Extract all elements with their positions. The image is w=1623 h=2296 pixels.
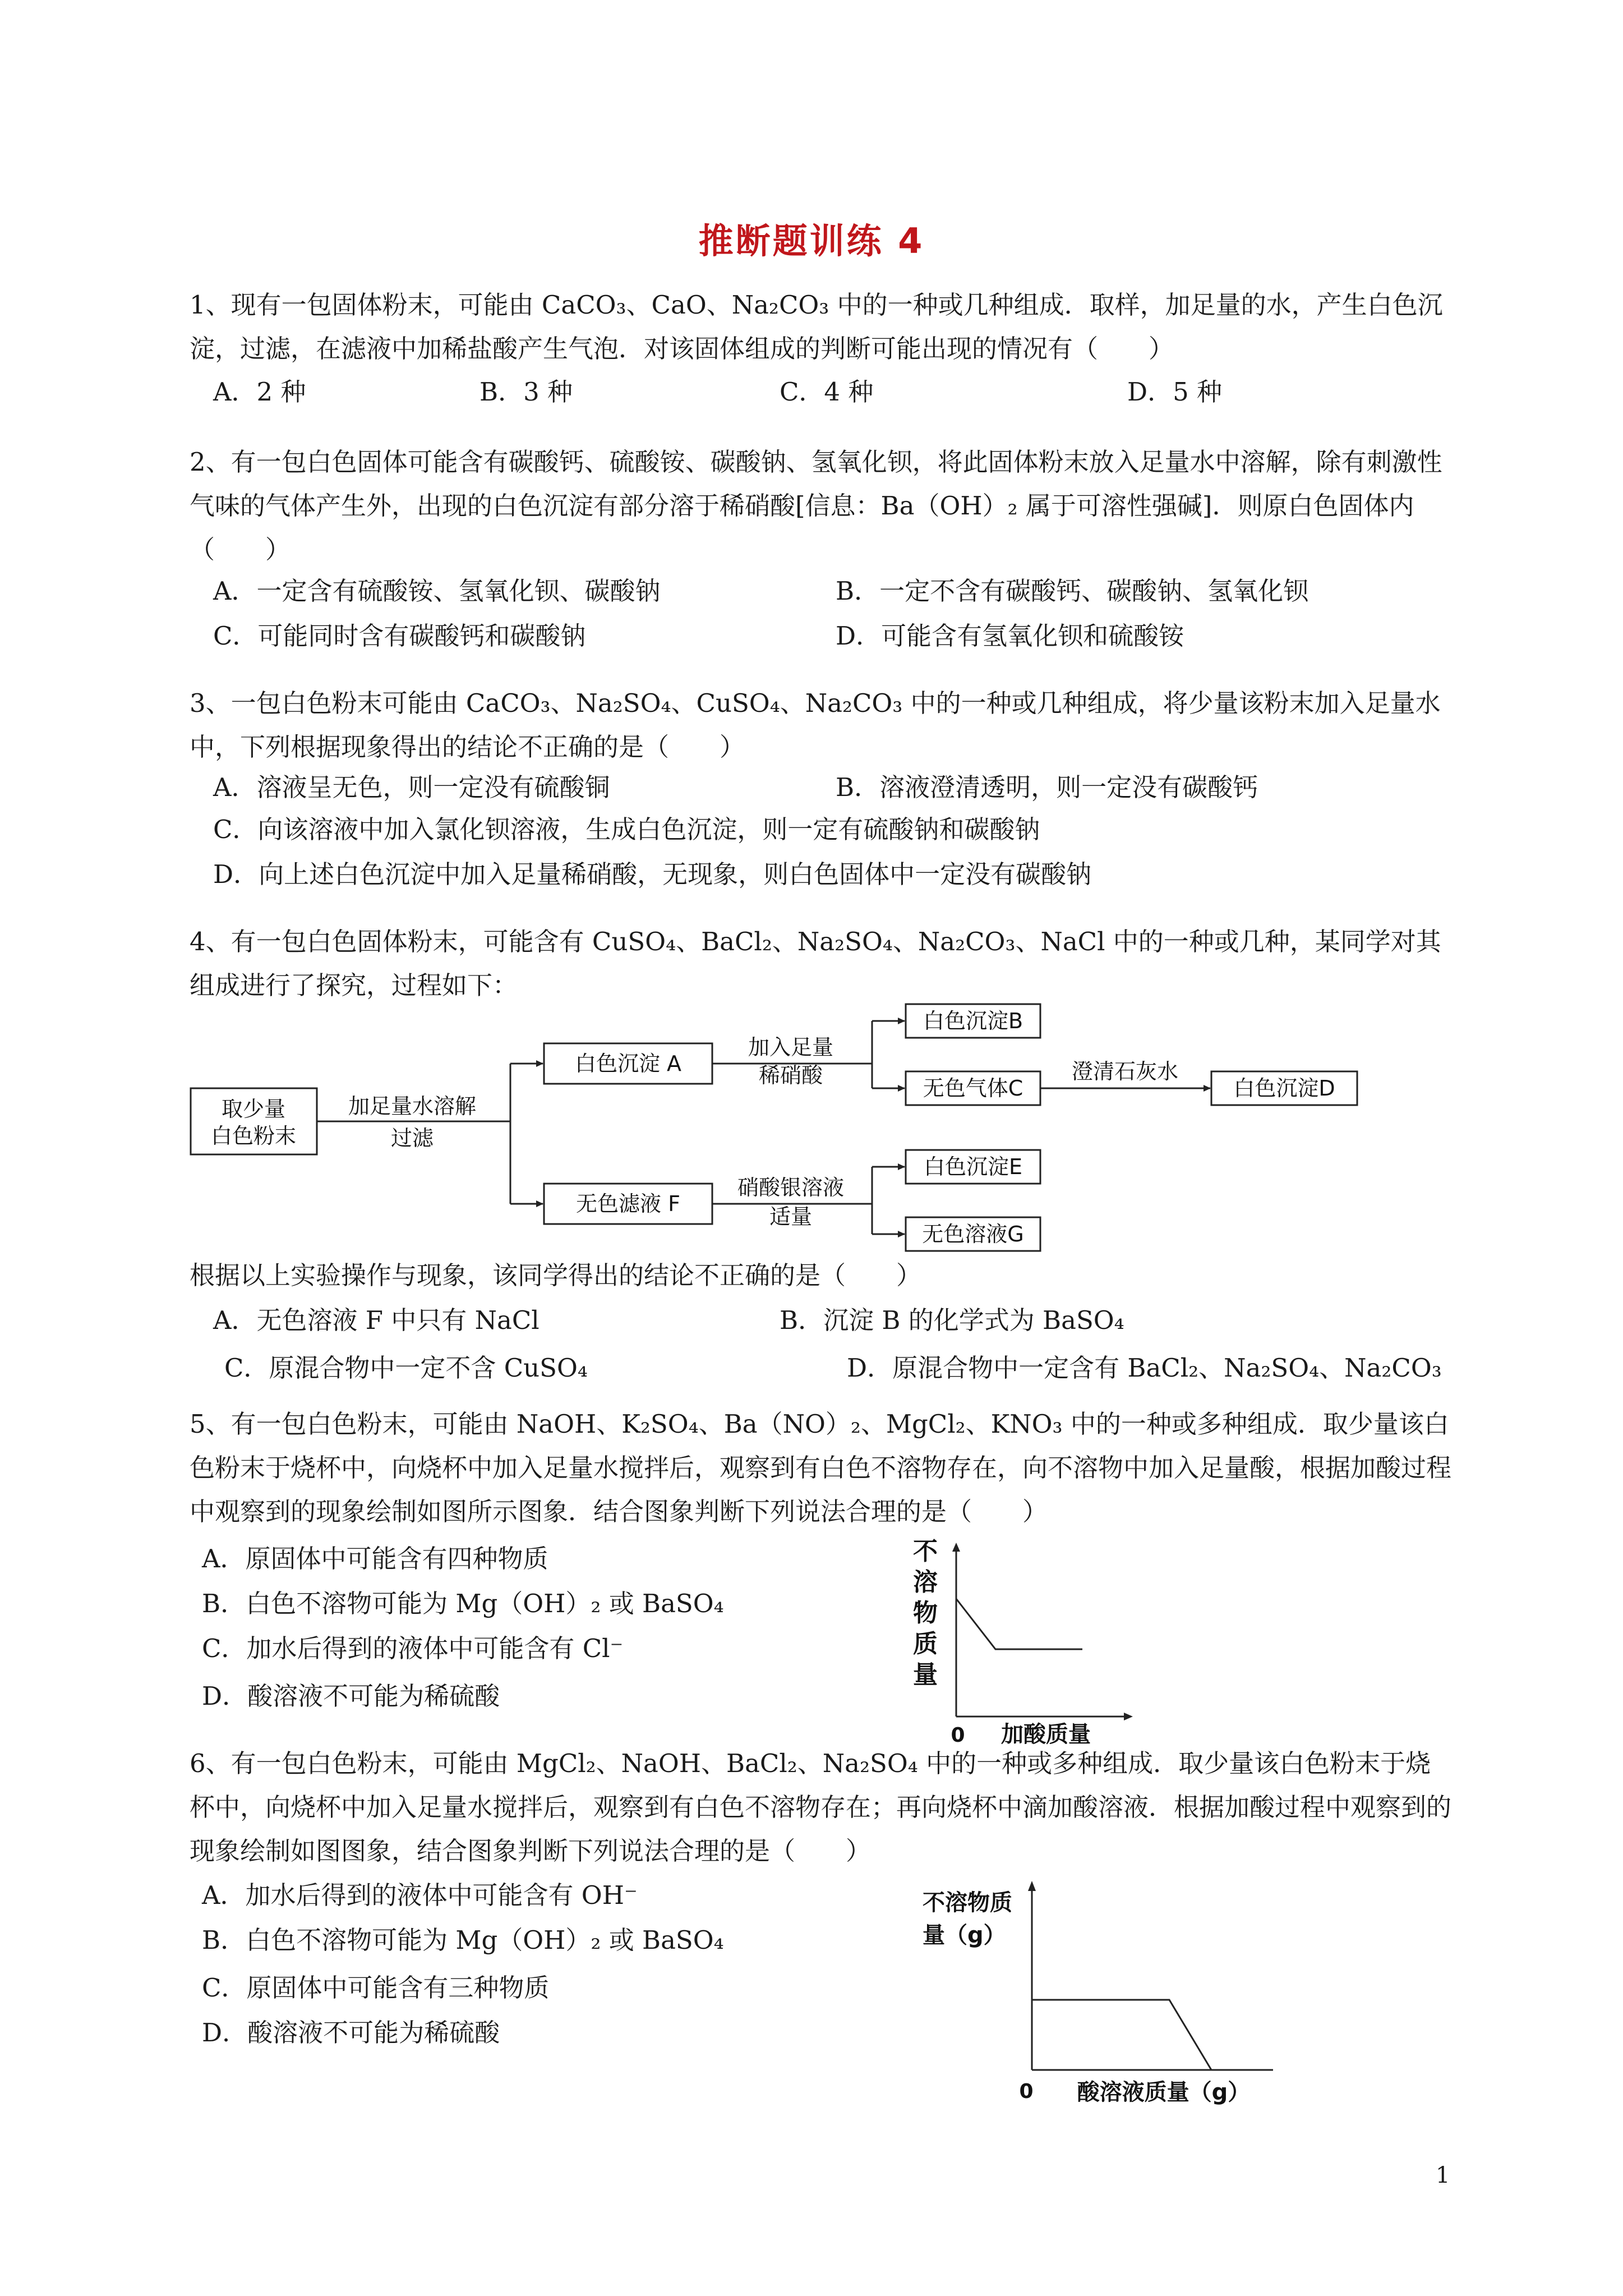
q6-graph: [920, 1876, 1290, 2106]
flow-precip-b: 白色沉淀B: [923, 1009, 1023, 1033]
question-4-stem: 4、有一包白色固体粉末，可能含有 CuSO₄、BaCl₂、Na₂SO₄、Na₂CO₃、NaCl 中的一种或几种，某同学对其组成进行了探究，过程如下：: [190, 927, 1441, 1000]
flow-precip-e: 白色沉淀E: [923, 1154, 1023, 1179]
q6-option-b: B．白色不溶物可能为 Mg（OH）₂ 或 BaSO₄: [202, 1925, 724, 1955]
q5-option-a: A．原固体中可能含有四种物质: [202, 1544, 548, 1573]
page-title: 推断题训练 4: [698, 220, 925, 261]
q6-ylabel-1: 不溶物质: [923, 1890, 1012, 1916]
flow-lime-label: 澄清石灰水: [1071, 1059, 1179, 1084]
q5-ylabel-4: 质: [913, 1630, 938, 1658]
q6-origin: 0: [1019, 2080, 1034, 2103]
q4-flowchart: [185, 999, 1396, 1268]
flow-precip-a: 白色沉淀 A: [574, 1051, 682, 1076]
q2-option-c: C．可能同时含有碳酸钙和碳酸钠: [213, 621, 586, 651]
question-2-stem: 2、有一包白色固体可能含有碳酸钙、硫酸铵、碳酸钠、氢氧化钡，将此固体粉末放入足量水中溶解，除有刺激性气味的气体产生外，出现的白色沉淀有部分溶于稀硝酸[信息：Ba（OH）₂ 属于可溶性强碱]．则原白色固体内（ ）: [190, 447, 1442, 564]
q2-option-a: A．一定含有硫酸铵、氢氧化钡、碳酸钠: [213, 576, 661, 606]
q5-ylabel-5: 量: [913, 1660, 938, 1689]
question-5-stem: 5、有一包白色粉末，可能由 NaOH、K₂SO₄、Ba（NO）₂、MgCl₂、KNO₃ 中的一种或多种组成．取少量该白色粉末于烧杯中，向烧杯中加入足量水搅拌后，观察到有白色不溶物存在，向不溶物中加入足量酸，根据加酸过程中观察到的现象绘制如图所示图象．结合图象判断下列说法合理的是（ ）: [190, 1409, 1452, 1526]
flow-step1-sublabel: 过滤: [390, 1126, 434, 1151]
q3-option-d: D．向上述白色沉淀中加入足量稀硝酸，无现象，则白色固体中一定没有碳酸钠: [213, 859, 1092, 889]
q5-graph: [903, 1537, 1138, 1750]
q6-ylabel-2: 量（g）: [923, 1922, 1006, 1948]
flow-solution-g: 无色溶液G: [922, 1222, 1024, 1246]
flow-start-line2: 白色粉末: [210, 1124, 297, 1148]
q5-option-d: D．酸溶液不可能为稀硫酸: [202, 1681, 500, 1711]
flow-step1-label: 加足量水溶解: [348, 1094, 477, 1119]
q4-option-a: A．无色溶液 F 中只有 NaCl: [213, 1305, 540, 1335]
flow-silver-label: 硝酸银溶液: [737, 1175, 845, 1200]
q6-option-d: D．酸溶液不可能为稀硫酸: [202, 2018, 500, 2047]
q4-question: 根据以上实验操作与现象，该同学得出的结论不正确的是（ ）: [190, 1260, 922, 1290]
question-3-stem: 3、一包白色粉末可能由 CaCO₃、Na₂SO₄、CuSO₄、Na₂CO₃ 中的一种或几种组成，将少量该粉末加入足量水中，下列根据现象得出的结论不正确的是（ ）: [190, 688, 1441, 762]
q4-option-c: C．原混合物中一定不含 CuSO₄: [224, 1353, 588, 1383]
q5-xlabel: 加酸质量: [1001, 1722, 1091, 1747]
question-6-stem: 6、有一包白色粉末，可能由 MgCl₂、NaOH、BaCl₂、Na₂SO₄ 中的一种或多种组成．取少量该白色粉末于烧杯中，向烧杯中加入足量水搅拌后，观察到有白色不溶物存在；再向烧杯中滴加酸溶液．根据加酸过程中观察到的现象绘制如图图象，结合图象判断下列说法合理的是（ ）: [190, 1749, 1452, 1866]
q6-xlabel: 酸溶液质量（g）: [1077, 2079, 1251, 2105]
q3-option-b: B．溶液澄清透明，则一定没有碳酸钙: [836, 772, 1258, 802]
q2-option-d: D．可能含有氢氧化钡和硫酸铵: [836, 621, 1184, 651]
q1-option-d: D．5 种: [1127, 377, 1223, 407]
q5-option-b: B．白色不溶物可能为 Mg（OH）₂ 或 BaSO₄: [202, 1589, 724, 1618]
flow-filtrate-f: 无色滤液 F: [576, 1191, 680, 1216]
q2-option-b: B．一定不含有碳酸钙、碳酸钠、氢氧化钡: [836, 576, 1309, 606]
flow-start-line1: 取少量: [221, 1097, 286, 1121]
q3-option-c: C．向该溶液中加入氯化钡溶液，生成白色沉淀，则一定有硫酸钠和碳酸钠: [213, 815, 1040, 844]
q5-ylabel-2: 溶: [913, 1568, 938, 1596]
q5-option-c: C．加水后得到的液体中可能含有 Cl⁻: [202, 1634, 624, 1663]
q5-origin: 0: [951, 1724, 965, 1747]
q3-option-a: A．溶液呈无色，则一定没有硫酸铜: [213, 772, 610, 802]
q5-ylabel-1: 不: [913, 1537, 938, 1566]
q1-option-a: A．2 种: [213, 377, 306, 407]
flow-acid-sublabel: 稀硝酸: [758, 1063, 823, 1088]
q4-option-d: D．原混合物中一定含有 BaCl₂、Na₂SO₄、Na₂CO₃: [847, 1353, 1442, 1383]
page-number: 1: [1436, 2162, 1450, 2188]
flow-silver-sublabel: 适量: [769, 1204, 813, 1229]
q6-option-c: C．原固体中可能含有三种物质: [202, 1973, 550, 2003]
q5-ylabel-3: 物: [913, 1599, 938, 1627]
flow-precip-d: 白色沉淀D: [1233, 1076, 1335, 1101]
flow-gas-c: 无色气体C: [923, 1076, 1023, 1101]
q1-option-c: C．4 种: [780, 377, 874, 407]
flow-acid-label: 加入足量: [748, 1035, 834, 1060]
question-1-stem: 1、现有一包固体粉末，可能由 CaCO₃、CaO、Na₂CO₃ 中的一种或几种组成．取样，加足量的水，产生白色沉淀，过滤，在滤液中加稀盐酸产生气泡．对该固体组成的判断可能出现的情况有（ ）: [190, 290, 1443, 364]
q1-option-b: B．3 种: [479, 377, 573, 407]
q4-option-b: B．沉淀 B 的化学式为 BaSO₄: [780, 1305, 1124, 1335]
q6-option-a: A．加水后得到的液体中可能含有 OH⁻: [202, 1880, 638, 1910]
